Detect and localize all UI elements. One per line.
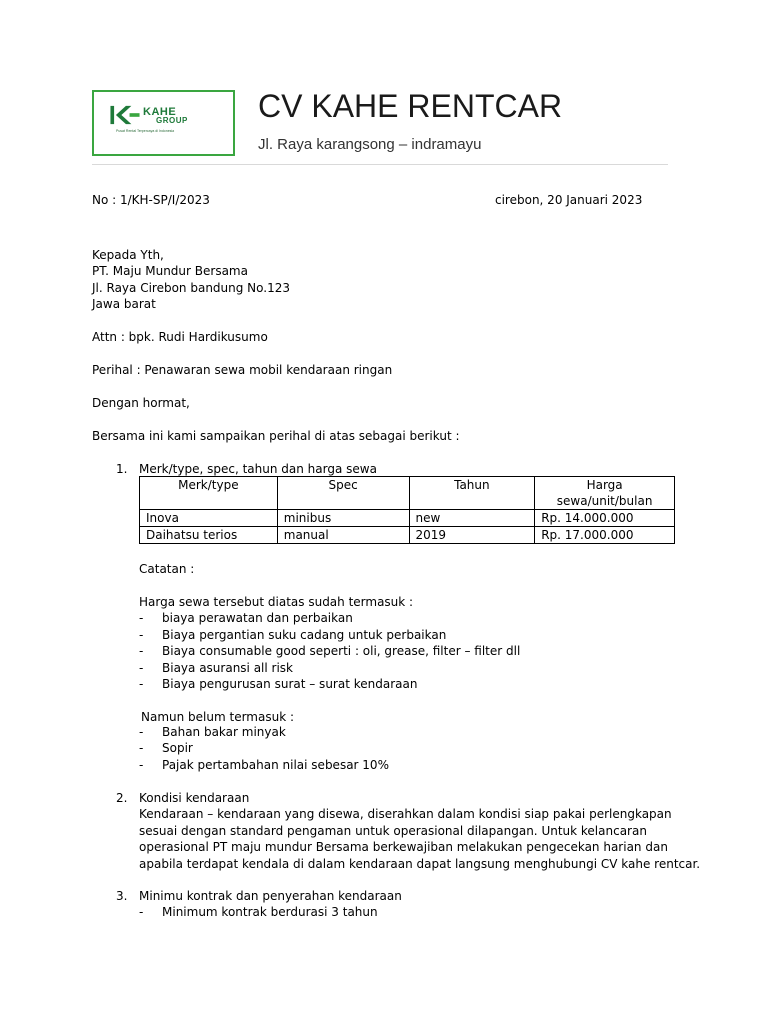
recipient-line: Jl. Raya Cirebon bandung No.123 (92, 281, 291, 295)
logo-tagline: Pusat Rental Terpercaya di Indonesia (116, 129, 175, 133)
excluded-title: Namun belum termasuk : (141, 710, 295, 724)
section-number: 3. (116, 889, 128, 903)
list-item: Biaya consumable good seperti : oli, grease, filter – filter dll (162, 644, 521, 658)
list-bullet: - (139, 741, 144, 755)
logo-brand-text: KAHE (143, 106, 177, 118)
section-title: Merk/type, spec, tahun dan harga sewa (139, 462, 377, 476)
list-bullet: - (139, 905, 144, 919)
greeting: Dengan hormat, (92, 396, 190, 410)
table-cell: 2019 (409, 527, 535, 544)
paragraph-line: apabila terdapat kendala di dalam kendaraan dapat langsung menghubungi CV kahe rentcar. (139, 857, 701, 871)
paragraph-line: Kendaraan – kendaraan yang disewa, diserahkan dalam kondisi siap pakai perlengkapan (139, 807, 672, 821)
recipient-line: Jawa barat (92, 297, 156, 311)
list-bullet: - (139, 725, 144, 739)
recipient-line: PT. Maju Mundur Bersama (92, 264, 248, 278)
paragraph-line: sesuai dengan standard pengaman untuk operasional dilapangan. Untuk kelancaran (139, 824, 647, 838)
list-bullet: - (139, 611, 144, 625)
table-cell: Daihatsu terios (140, 527, 278, 544)
table-cell: manual (277, 527, 409, 544)
intro-text: Bersama ini kami sampaikan perihal di atas sebagai berikut : (92, 429, 460, 443)
header-divider (92, 164, 668, 165)
section-number: 1. (116, 462, 128, 476)
table-cell: new (409, 510, 535, 527)
list-bullet: - (139, 677, 144, 691)
included-title: Harga sewa tersebut diatas sudah termasuk : (139, 595, 414, 609)
table-header-cell: Merk/type (140, 477, 278, 510)
list-item: Biaya asuransi all risk (162, 661, 293, 675)
table-cell: minibus (277, 510, 409, 527)
list-bullet: - (139, 628, 144, 642)
letter-place-date: cirebon, 20 Januari 2023 (495, 193, 643, 207)
list-item: biaya perawatan dan perbaikan (162, 611, 353, 625)
table-row (140, 510, 675, 527)
table-row (140, 527, 675, 544)
list-item: Sopir (162, 741, 193, 755)
paragraph-line: operasional PT maju mundur Bersama berkewajiban melakukan pengecekan harian dan (139, 840, 668, 854)
company-logo (92, 90, 235, 156)
rental-price-table (139, 476, 675, 544)
list-bullet: - (139, 661, 144, 675)
table-cell: Inova (140, 510, 278, 527)
table-cell: Rp. 14.000.000 (535, 510, 675, 527)
company-address: Jl. Raya karangsong – indramayu (258, 136, 482, 153)
table-header-cell: Tahun (409, 477, 535, 510)
table-header-cell: Harga sewa/unit/bulan (535, 477, 675, 510)
section-title: Kondisi kendaraan (139, 791, 250, 805)
recipient-line: Kepada Yth, (92, 248, 164, 262)
catatan-label: Catatan : (139, 562, 195, 576)
attn-line: Attn : bpk. Rudi Hardikusumo (92, 330, 268, 344)
list-bullet: - (139, 644, 144, 658)
section-number: 2. (116, 791, 128, 805)
kahe-logo-mark-icon (108, 105, 142, 125)
letter-number: No : 1/KH-SP/I/2023 (92, 193, 210, 207)
table-header-row (140, 477, 675, 510)
list-item: Pajak pertambahan nilai sebesar 10% (162, 758, 389, 772)
table-cell: Rp. 17.000.000 (535, 527, 675, 544)
list-bullet: - (139, 758, 144, 772)
logo-group-text: GROUP (156, 116, 188, 125)
list-item: Biaya pengurusan surat – surat kendaraan (162, 677, 418, 691)
list-item: Minimum kontrak berdurasi 3 tahun (162, 905, 378, 919)
list-item: Biaya pergantian suku cadang untuk perbaikan (162, 628, 447, 642)
section-title: Minimu kontrak dan penyerahan kendaraan (139, 889, 402, 903)
company-name: CV KAHE RENTCAR (258, 88, 563, 124)
table-header-cell: Spec (277, 477, 409, 510)
subject-line: Perihal : Penawaran sewa mobil kendaraan ringan (92, 363, 393, 377)
list-item: Bahan bakar minyak (162, 725, 286, 739)
